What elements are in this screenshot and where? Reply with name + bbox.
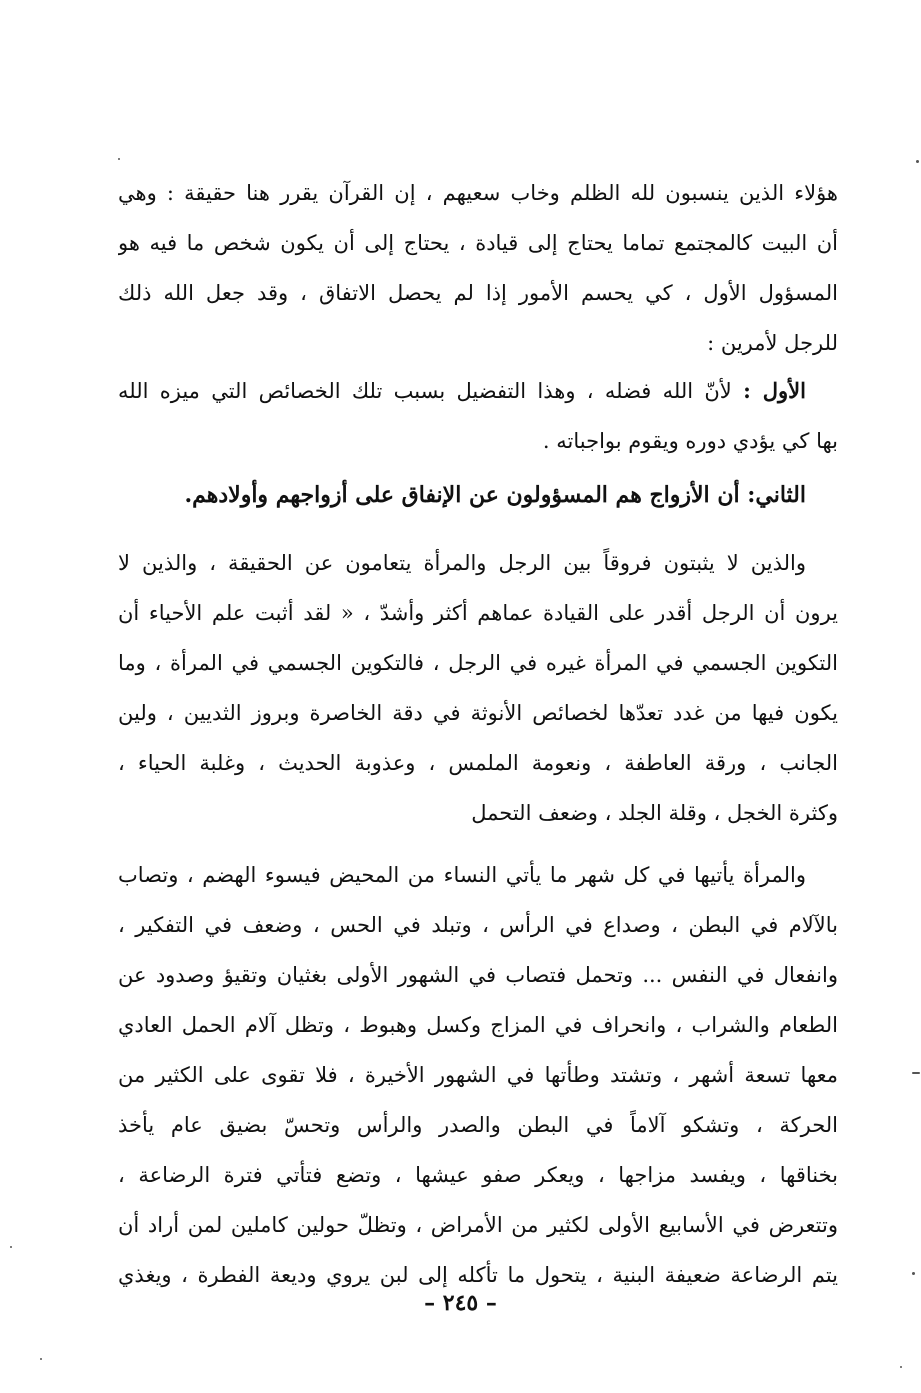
text-line: والمرأة يأتيها في كل شهر ما يأتي النساء من المحيض فيسوء الهضم ، وتصاب <box>118 863 806 887</box>
text-line: الطعام والشراب ، وانحراف في المزاج وكسل وهبوط ، وتظل آلام الحمل العادي <box>118 1013 838 1037</box>
scan-speck <box>912 1272 915 1275</box>
scan-speck <box>900 1366 902 1368</box>
paragraph-1 <box>118 168 838 368</box>
scan-speck <box>916 160 919 163</box>
scan-speck <box>912 1072 920 1074</box>
text-line: المسؤول الأول ، كي يحسم الأمور إذا لم يحصل الاتفاق ، وقد جعل الله ذلك <box>118 281 838 305</box>
text-line: يكون فيها من غدد تعدّها لخصائص الأنوثة في دقة الخاصرة وبروز الثديين ، ولين <box>118 701 838 725</box>
text-line: يتم الرضاعة ضعيفة البنية ، يتحول ما تأكله إلى لبن يروي وديعة الفطرة ، ويغذي <box>118 1263 838 1287</box>
scan-speck <box>118 158 120 160</box>
text-line: التكوين الجسمي في المرأة غيره في الرجل ، فالتكوين الجسمي في المرأة ، وما <box>118 651 838 675</box>
text-line: بالآلام في البطن ، وصداع في الرأس ، وتبلد في الحس ، وضعف في التفكير ، <box>118 913 838 937</box>
paragraph-5 <box>118 850 838 1300</box>
paragraph-2 <box>118 366 838 466</box>
text-line: وانفعال في النفس ... وتحمل فتصاب في الشهور الأولى بغثيان وتقيؤ وصدود عن <box>118 963 838 987</box>
text-line: وكثرة الخجل ، وقلة الجلد ، وضعف التحمل <box>471 801 838 825</box>
scan-speck <box>10 1246 12 1248</box>
text-line <box>118 366 838 416</box>
text-line: الجانب ، ورقة العاطفة ، ونعومة الملمس ، وعذوبة الحديث ، وغلبة الحياء ، <box>118 751 838 775</box>
text-line: بخناقها ، ويفسد مزاجها ، ويعكر صفو عيشها ، وتضع فتأتي فترة الرضاعة ، <box>118 1163 838 1187</box>
text-line: والذين لا يثبتون فروقاً بين الرجل والمرأة يتعامون عن الحقيقة ، والذين لا <box>118 551 806 575</box>
text-line: بها كي يؤدي دوره ويقوم بواجباته . <box>542 429 838 453</box>
text-line: معها تسعة أشهر ، وتشتد وطأتها في الشهور الأخيرة ، فلا تقوى على الكثير من <box>118 1063 838 1087</box>
text-line: للرجل لأمرين : <box>707 331 838 355</box>
page-number: – ٢٤٥ – <box>424 1290 497 1316</box>
scan-speck <box>40 1358 42 1360</box>
text-line: الحركة ، وتشكو آلاماً في البطن والصدر والرأس وتحسّ بضيق عام يأخذ <box>118 1113 838 1137</box>
first-reason-label: الأول : <box>743 378 806 403</box>
paragraph-3 <box>118 470 838 530</box>
text-line: هؤلاء الذين ينسبون لله الظلم وخاب سعيهم ، إن القرآن يقرر هنا حقيقة : وهي <box>118 181 838 205</box>
text-line: وتتعرض في الأسابيع الأولى لكثير من الأمراض ، وتظلّ حولين كاملين لمن أراد أن <box>118 1213 838 1237</box>
second-reason-heading: الثاني: أن الأزواج هم المسؤولون عن الإنفاق على أزواجهم وأولادهم. <box>184 482 806 508</box>
text-line: يرون أن الرجل أقدر على القيادة عماهم أكثر وأشدّ ، « لقد أثبت علم الأحياء أن <box>118 601 838 625</box>
first-reason-text: لأنّ الله فضله ، وهذا التفضيل بسبب تلك الخصائص التي ميزه الله <box>118 379 732 403</box>
text-line: أن البيت كالمجتمع تماما يحتاج إلى قيادة ، يحتاج إلى أن يكون شخص ما فيه هو <box>118 231 838 255</box>
paragraph-4 <box>118 538 838 838</box>
